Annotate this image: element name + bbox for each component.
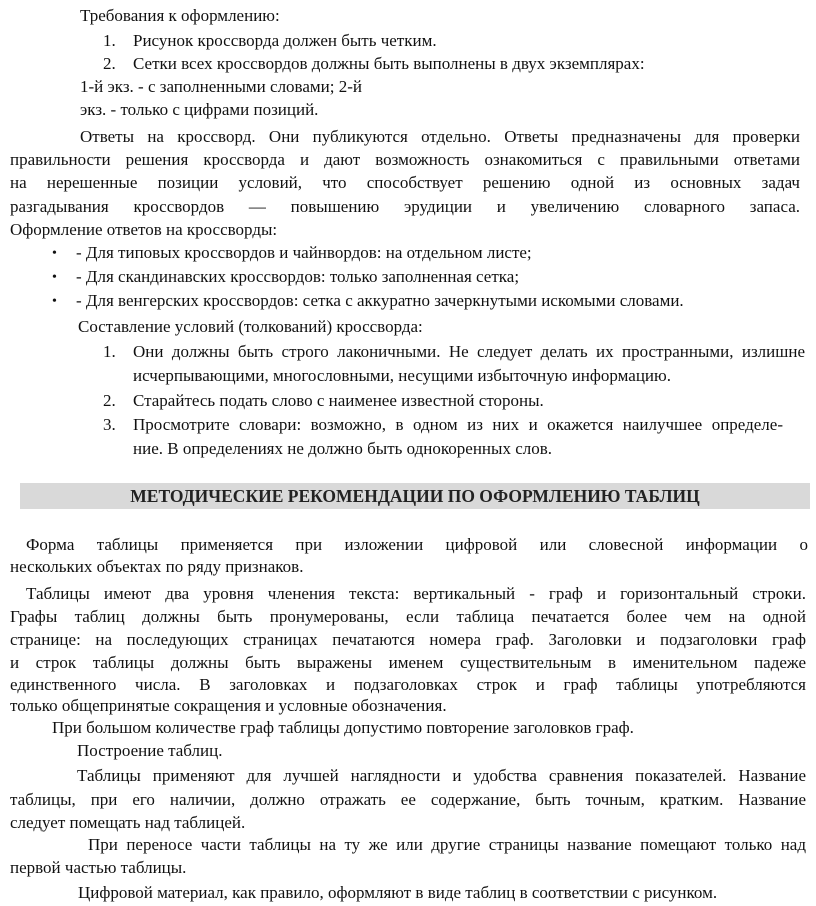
tables-p2-line-2: Графы таблиц должны быть пронумерованы, если таблица печатается более чем на одной bbox=[10, 607, 806, 626]
section-banner: МЕТОДИЧЕСКИЕ РЕКОМЕНДАЦИИ ПО ОФОРМЛЕНИЮ ТАБЛИЦ bbox=[20, 483, 810, 509]
condition-item-3-line-2: ние. В определениях не должно быть однокоренных слов. bbox=[133, 439, 553, 458]
bullet-icon: • bbox=[52, 246, 57, 261]
tables-p4-line-3: следует помещать над таблицей. bbox=[10, 813, 246, 832]
bullet-item-2: - Для скандинавских кроссвордов: только заполненная сетка; bbox=[76, 267, 520, 286]
copies-line-1: 1-й экз. - с заполненными словами; 2-й bbox=[80, 77, 362, 96]
tables-p5-line-2: первой частью таблицы. bbox=[10, 858, 187, 877]
condition-item-1-line-1: Они должны быть строго лаконичными. Не следует делать их пространными, излишне bbox=[133, 342, 805, 361]
answers-line-1: Ответы на кроссворд. Они публикуются отдельно. Ответы предназначены для проверки bbox=[80, 127, 800, 146]
tables-p4-line-2: таблицы, при его наличии, должно отражать ее содержание, быть точным, кратким. Название bbox=[10, 790, 806, 809]
answers-line-3: на нерешенные позиции условий, что способствует решению одной из основных задач bbox=[10, 173, 800, 192]
tables-p6: Цифровой материал, как правило, оформляют в виде таблиц в соответствии с рисунком. bbox=[78, 883, 718, 902]
bullet-item-3: - Для венгерских кроссвордов: сетка с аккуратно зачеркнутыми искомыми словами. bbox=[76, 291, 684, 310]
conditions-heading: Составление условий (толкований) кроссворда: bbox=[78, 317, 423, 336]
copies-line-2: экз. - только с цифрами позиций. bbox=[80, 100, 319, 119]
tables-p4-line-1: Таблицы применяют для лучшей наглядности и удобства сравнения показателей. Название bbox=[77, 766, 806, 785]
tables-p3: При большом количестве граф таблицы допустимо повторение заголовков граф. bbox=[52, 718, 634, 737]
bullet-item-1: - Для типовых кроссвордов и чайнвордов: на отдельном листе; bbox=[76, 243, 532, 262]
tables-p2-line-3: странице: на последующих страницах печатаются номера граф. Заголовки и подзаголовки граф bbox=[10, 630, 806, 649]
tables-p5-line-1: При переносе части таблицы на ту же или другие страницы название помещают только над bbox=[88, 835, 806, 854]
tables-p1-line-1: Форма таблицы применяется при изложении цифровой или словесной информации о bbox=[26, 535, 808, 554]
construction-heading: Построение таблиц. bbox=[77, 741, 223, 760]
tables-p2-line-5: единственного числа. В заголовках и подзаголовках строк и граф таблицы употребляются bbox=[10, 675, 806, 694]
list-number: 1. bbox=[103, 31, 116, 50]
list-number: 3. bbox=[103, 415, 116, 434]
requirement-item-1: Рисунок кроссворда должен быть четким. bbox=[133, 31, 437, 50]
tables-p1-line-2: нескольких объектах по ряду признаков. bbox=[10, 557, 304, 576]
condition-item-3-line-1: Просмотрите словари: возможно, в одном из них и окажется наилучшее определе- bbox=[133, 415, 783, 434]
condition-item-1-line-2: исчерпывающими, многословными, несущими избыточную информацию. bbox=[133, 366, 671, 385]
requirements-heading: Требования к оформлению: bbox=[80, 6, 280, 25]
tables-p2-last: только общепринятые сокращения и условные обозначения. bbox=[10, 696, 447, 715]
bullet-icon: • bbox=[52, 294, 57, 309]
list-number: 2. bbox=[103, 54, 116, 73]
condition-item-2: Старайтесь подать слово с наименее известной стороны. bbox=[133, 391, 544, 410]
requirement-item-2: Сетки всех кроссвордов должны быть выполнены в двух экземплярах: bbox=[133, 54, 645, 73]
tables-p2-line-1: Таблицы имеют два уровня членения текста: вертикальный - граф и горизонтальный строки. bbox=[26, 584, 806, 603]
tables-p2-line-4: и строк таблицы должны быть выражены именем существительным в именительном падеже bbox=[10, 653, 806, 672]
answers-line-2: правильности решения кроссворда и дают возможность ознакомиться с правильными ответами bbox=[10, 150, 800, 169]
list-number: 2. bbox=[103, 391, 116, 410]
answers-subheading: Оформление ответов на кроссворды: bbox=[10, 220, 278, 239]
answers-line-4: разгадывания кроссвордов — повышению эрудиции и увеличению словарного запаса. bbox=[10, 197, 800, 216]
list-number: 1. bbox=[103, 342, 116, 361]
bullet-icon: • bbox=[52, 270, 57, 285]
